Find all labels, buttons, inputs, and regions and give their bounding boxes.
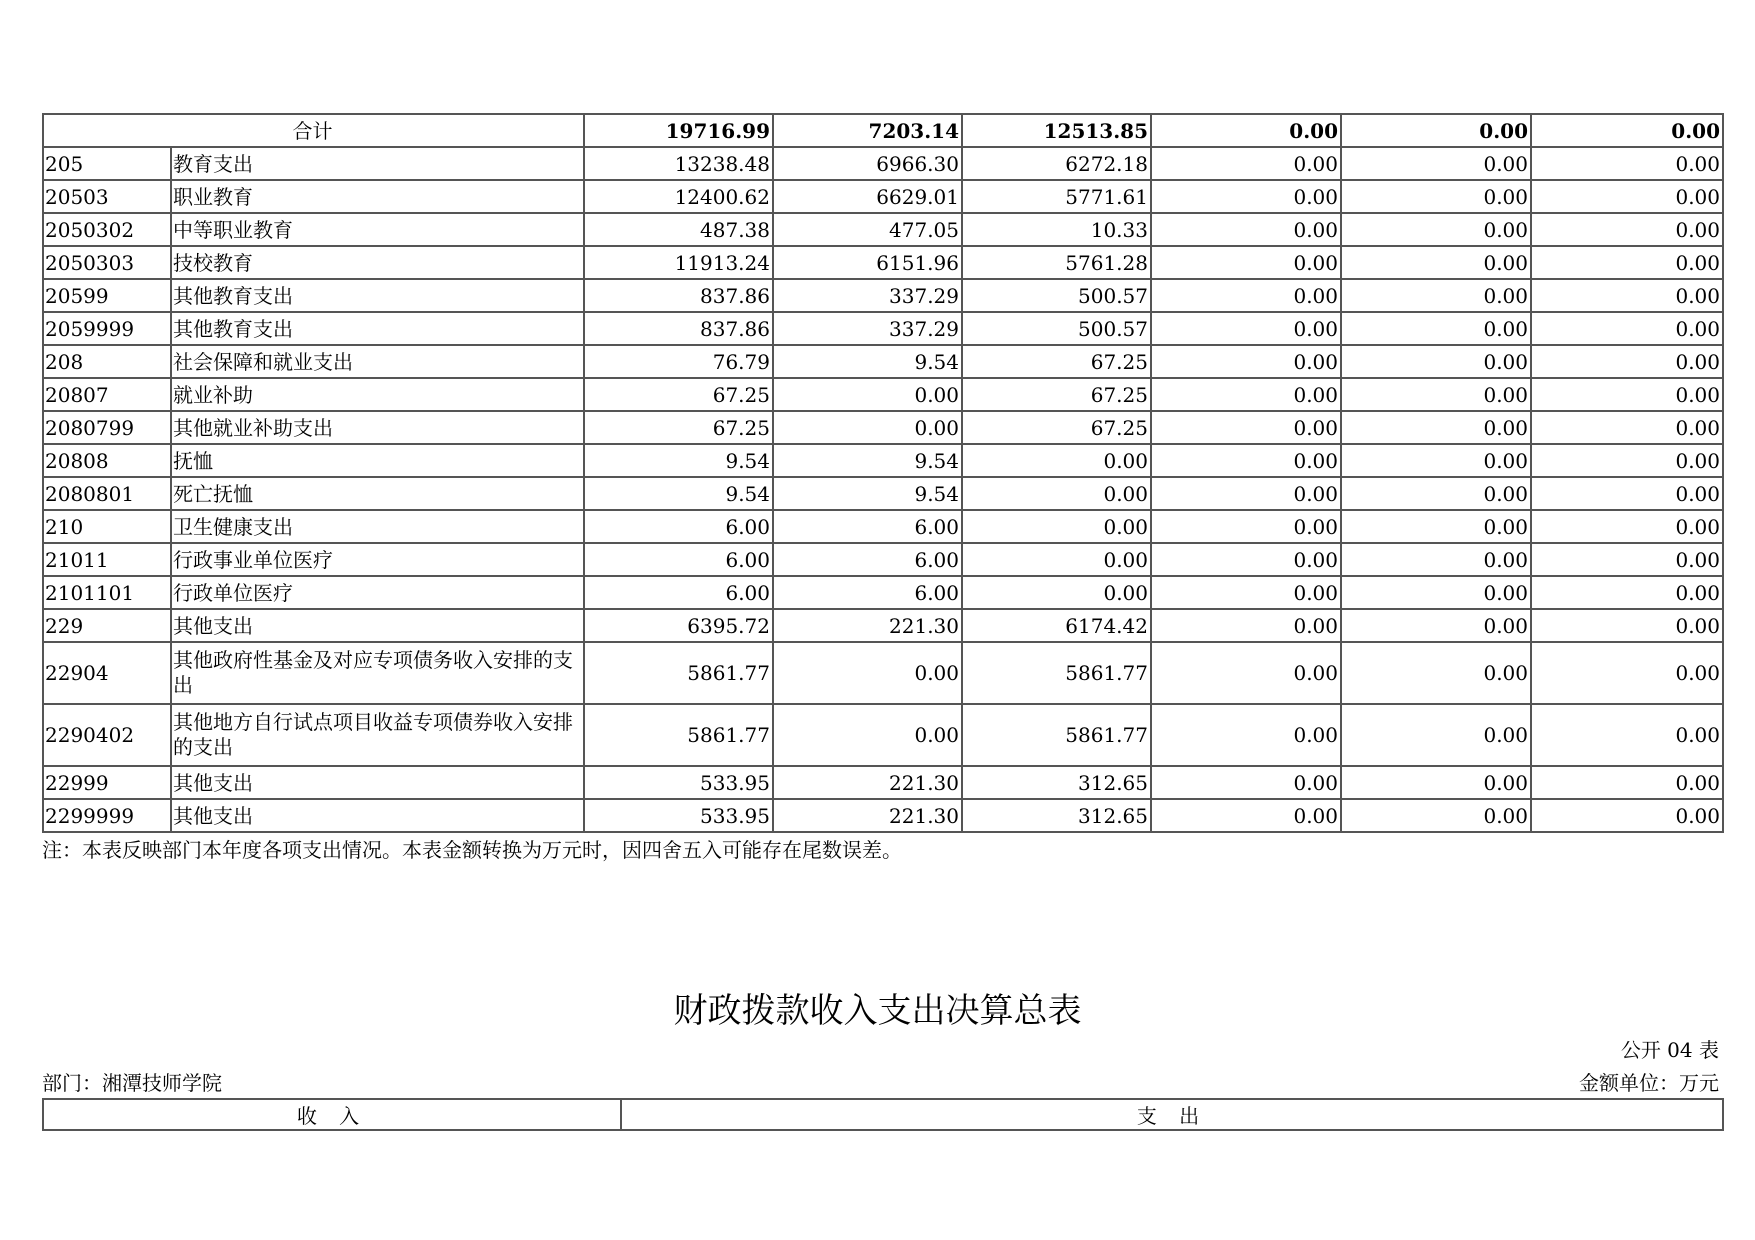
subject-name: 其他支出 [171, 799, 584, 832]
amount-cell: 477.05 [773, 213, 962, 246]
subject-code: 2050302 [43, 213, 171, 246]
total-value: 12513.85 [962, 114, 1151, 147]
amount-cell: 9.54 [584, 477, 773, 510]
amount-cell: 0.00 [773, 378, 962, 411]
amount-cell: 0.00 [1341, 312, 1531, 345]
total-value: 7203.14 [773, 114, 962, 147]
expense-header: 支 出 [621, 1099, 1723, 1130]
subject-code: 2080801 [43, 477, 171, 510]
amount-cell: 837.86 [584, 312, 773, 345]
subject-name: 其他教育支出 [171, 279, 584, 312]
amount-cell: 5761.28 [962, 246, 1151, 279]
subject-name: 死亡抚恤 [171, 477, 584, 510]
amount-cell: 0.00 [1151, 180, 1341, 213]
amount-cell: 0.00 [1151, 704, 1341, 766]
amount-cell: 0.00 [773, 411, 962, 444]
amount-cell: 337.29 [773, 312, 962, 345]
amount-cell: 221.30 [773, 766, 962, 799]
amount-cell: 0.00 [1531, 213, 1723, 246]
amount-cell: 11913.24 [584, 246, 773, 279]
amount-cell: 0.00 [1341, 477, 1531, 510]
amount-cell: 0.00 [1151, 378, 1341, 411]
subject-name: 技校教育 [171, 246, 584, 279]
amount-cell: 337.29 [773, 279, 962, 312]
subject-code: 208 [43, 345, 171, 378]
subject-code: 2290402 [43, 704, 171, 766]
table-row [43, 609, 1723, 642]
subject-name: 行政事业单位医疗 [171, 543, 584, 576]
subject-code: 20808 [43, 444, 171, 477]
table-row [43, 180, 1723, 213]
summary-table-header [42, 1098, 1724, 1131]
amount-cell: 0.00 [1341, 704, 1531, 766]
amount-cell: 5861.77 [962, 642, 1151, 704]
amount-cell: 312.65 [962, 766, 1151, 799]
table-row [43, 279, 1723, 312]
amount-cell: 12400.62 [584, 180, 773, 213]
amount-cell: 9.54 [773, 477, 962, 510]
amount-cell: 0.00 [1151, 543, 1341, 576]
subject-name: 行政单位医疗 [171, 576, 584, 609]
amount-cell: 0.00 [1531, 543, 1723, 576]
amount-cell: 0.00 [1341, 642, 1531, 704]
subject-name: 教育支出 [171, 147, 584, 180]
total-label: 合计 [43, 114, 584, 147]
amount-unit-label: 金额单位：万元 [1579, 1071, 1719, 1095]
amount-cell: 0.00 [1151, 799, 1341, 832]
amount-cell: 6.00 [773, 510, 962, 543]
table-row [43, 477, 1723, 510]
amount-cell: 0.00 [1151, 411, 1341, 444]
amount-cell: 533.95 [584, 766, 773, 799]
table-row [43, 444, 1723, 477]
subject-code: 210 [43, 510, 171, 543]
amount-cell: 0.00 [1531, 477, 1723, 510]
subject-code: 229 [43, 609, 171, 642]
subject-name: 社会保障和就业支出 [171, 345, 584, 378]
amount-cell: 0.00 [1341, 180, 1531, 213]
section-title: 财政拨款收入支出决算总表 [673, 991, 1082, 1031]
amount-cell: 9.54 [584, 444, 773, 477]
amount-cell: 0.00 [1341, 576, 1531, 609]
amount-cell: 0.00 [1341, 543, 1531, 576]
amount-cell: 0.00 [1151, 345, 1341, 378]
amount-cell: 9.54 [773, 444, 962, 477]
amount-cell: 0.00 [1531, 411, 1723, 444]
amount-cell: 5861.77 [584, 642, 773, 704]
amount-cell: 6.00 [584, 510, 773, 543]
amount-cell: 6151.96 [773, 246, 962, 279]
amount-cell: 0.00 [1151, 510, 1341, 543]
amount-cell: 533.95 [584, 799, 773, 832]
amount-cell: 0.00 [1531, 279, 1723, 312]
subject-name: 职业教育 [171, 180, 584, 213]
amount-cell: 0.00 [1531, 444, 1723, 477]
amount-cell: 0.00 [1151, 444, 1341, 477]
amount-cell: 0.00 [1531, 766, 1723, 799]
subject-name: 其他政府性基金及对应专项债务收入安排的支出 [171, 642, 584, 704]
amount-cell: 76.79 [584, 345, 773, 378]
subject-name: 卫生健康支出 [171, 510, 584, 543]
table-row [43, 213, 1723, 246]
table-row [43, 704, 1723, 766]
department-label: 部门：湘潭技师学院 [42, 1071, 222, 1095]
amount-cell: 0.00 [1341, 766, 1531, 799]
amount-cell: 0.00 [962, 576, 1151, 609]
amount-cell: 0.00 [1151, 147, 1341, 180]
amount-cell: 0.00 [1531, 345, 1723, 378]
subject-code: 2101101 [43, 576, 171, 609]
subject-code: 22904 [43, 642, 171, 704]
subject-code: 2080799 [43, 411, 171, 444]
amount-cell: 0.00 [962, 510, 1151, 543]
amount-cell: 13238.48 [584, 147, 773, 180]
total-value: 19716.99 [584, 114, 773, 147]
subject-name: 其他支出 [171, 766, 584, 799]
amount-cell: 0.00 [1531, 704, 1723, 766]
amount-cell: 0.00 [1151, 246, 1341, 279]
table-row [43, 642, 1723, 704]
amount-cell: 67.25 [584, 378, 773, 411]
amount-cell: 0.00 [1341, 246, 1531, 279]
subject-code: 2299999 [43, 799, 171, 832]
amount-cell: 0.00 [1151, 576, 1341, 609]
amount-cell: 6966.30 [773, 147, 962, 180]
subject-code: 2050303 [43, 246, 171, 279]
amount-cell: 0.00 [1341, 345, 1531, 378]
amount-cell: 5771.61 [962, 180, 1151, 213]
subject-name: 抚恤 [171, 444, 584, 477]
table-row [43, 543, 1723, 576]
subject-code: 2059999 [43, 312, 171, 345]
subject-code: 20503 [43, 180, 171, 213]
table-row [43, 510, 1723, 543]
amount-cell: 221.30 [773, 609, 962, 642]
amount-cell: 0.00 [773, 704, 962, 766]
amount-cell: 0.00 [1341, 279, 1531, 312]
table-row [43, 312, 1723, 345]
table-note: 注：本表反映部门本年度各项支出情况。本表金额转换为万元时，因四舍五入可能存在尾数误差。 [42, 838, 902, 862]
amount-cell: 0.00 [1341, 444, 1531, 477]
amount-cell: 9.54 [773, 345, 962, 378]
subject-name: 其他地方自行试点项目收益专项债券收入安排的支出 [171, 704, 584, 766]
amount-cell: 5861.77 [584, 704, 773, 766]
amount-cell: 0.00 [1531, 312, 1723, 345]
amount-cell: 0.00 [1151, 642, 1341, 704]
amount-cell: 6395.72 [584, 609, 773, 642]
amount-cell: 221.30 [773, 799, 962, 832]
table-body [43, 114, 1723, 832]
subject-name: 其他就业补助支出 [171, 411, 584, 444]
amount-cell: 0.00 [1531, 609, 1723, 642]
amount-cell: 0.00 [1151, 477, 1341, 510]
income-header: 收 入 [43, 1099, 621, 1130]
amount-cell: 0.00 [773, 642, 962, 704]
total-row [43, 114, 1723, 147]
subject-code: 21011 [43, 543, 171, 576]
amount-cell: 0.00 [1151, 609, 1341, 642]
amount-cell: 837.86 [584, 279, 773, 312]
amount-cell: 0.00 [962, 444, 1151, 477]
amount-cell: 67.25 [584, 411, 773, 444]
amount-cell: 0.00 [1341, 378, 1531, 411]
subject-code: 205 [43, 147, 171, 180]
amount-cell: 0.00 [1531, 180, 1723, 213]
amount-cell: 67.25 [962, 378, 1151, 411]
amount-cell: 0.00 [962, 477, 1151, 510]
amount-cell: 67.25 [962, 345, 1151, 378]
amount-cell: 0.00 [1341, 510, 1531, 543]
amount-cell: 0.00 [1531, 642, 1723, 704]
amount-cell: 0.00 [1341, 609, 1531, 642]
amount-cell: 0.00 [1341, 147, 1531, 180]
amount-cell: 0.00 [1151, 213, 1341, 246]
amount-cell: 0.00 [1531, 799, 1723, 832]
table-row [43, 576, 1723, 609]
amount-cell: 0.00 [1531, 510, 1723, 543]
amount-cell: 500.57 [962, 279, 1151, 312]
subject-code: 22999 [43, 766, 171, 799]
amount-cell: 0.00 [1341, 411, 1531, 444]
amount-cell: 500.57 [962, 312, 1151, 345]
amount-cell: 6.00 [773, 543, 962, 576]
subject-name: 其他支出 [171, 609, 584, 642]
subject-code: 20807 [43, 378, 171, 411]
subject-name: 其他教育支出 [171, 312, 584, 345]
header-row [43, 1099, 1723, 1130]
amount-cell: 0.00 [1151, 766, 1341, 799]
amount-cell: 0.00 [962, 543, 1151, 576]
amount-cell: 0.00 [1531, 147, 1723, 180]
subject-name: 就业补助 [171, 378, 584, 411]
subject-code: 20599 [43, 279, 171, 312]
table-row [43, 147, 1723, 180]
total-value: 0.00 [1341, 114, 1531, 147]
amount-cell: 10.33 [962, 213, 1151, 246]
amount-cell: 0.00 [1531, 378, 1723, 411]
amount-cell: 0.00 [1531, 576, 1723, 609]
amount-cell: 487.38 [584, 213, 773, 246]
amount-cell: 0.00 [1531, 246, 1723, 279]
table-row [43, 246, 1723, 279]
amount-cell: 6.00 [773, 576, 962, 609]
table-row [43, 378, 1723, 411]
amount-cell: 6629.01 [773, 180, 962, 213]
total-value: 0.00 [1531, 114, 1723, 147]
table-row [43, 411, 1723, 444]
subject-name: 中等职业教育 [171, 213, 584, 246]
amount-cell: 5861.77 [962, 704, 1151, 766]
amount-cell: 6174.42 [962, 609, 1151, 642]
amount-cell: 312.65 [962, 799, 1151, 832]
amount-cell: 0.00 [1151, 279, 1341, 312]
table-row [43, 799, 1723, 832]
amount-cell: 0.00 [1341, 213, 1531, 246]
total-value: 0.00 [1151, 114, 1341, 147]
amount-cell: 0.00 [1151, 312, 1341, 345]
amount-cell: 6272.18 [962, 147, 1151, 180]
table-number: 公开 04 表 [1620, 1038, 1719, 1062]
amount-cell: 6.00 [584, 543, 773, 576]
amount-cell: 6.00 [584, 576, 773, 609]
table-row [43, 345, 1723, 378]
amount-cell: 67.25 [962, 411, 1151, 444]
expense-detail-table [42, 113, 1724, 833]
amount-cell: 0.00 [1341, 799, 1531, 832]
table-row [43, 766, 1723, 799]
